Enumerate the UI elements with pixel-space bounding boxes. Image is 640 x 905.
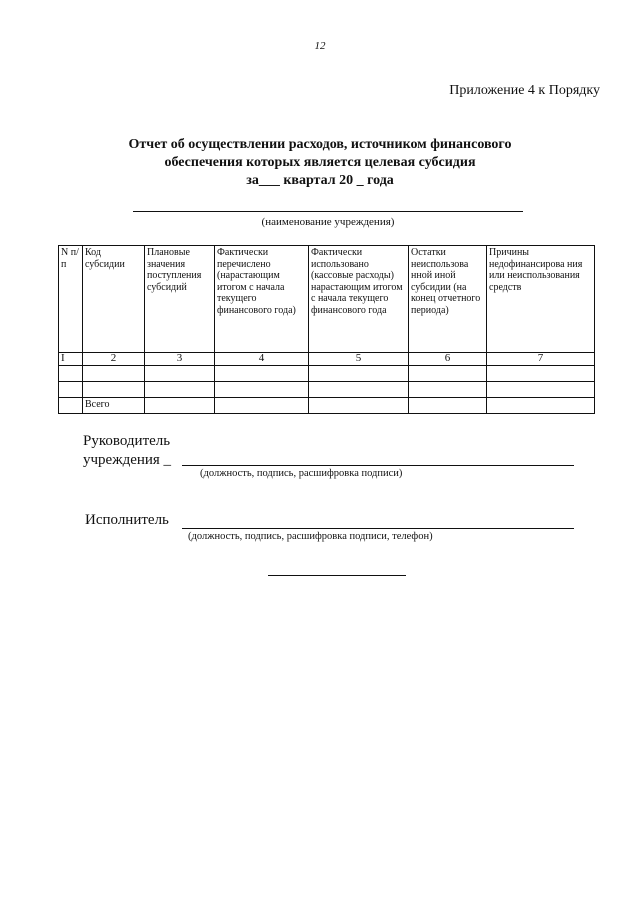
header-cell: Плановые значения поступления субсидий [145, 246, 215, 353]
title-line-1: Отчет об осуществлении расходов, источником финансового [128, 137, 512, 152]
empty-cell [487, 382, 595, 398]
empty-cell [487, 398, 595, 414]
appendix-label: Приложение 4 к Порядку [449, 83, 600, 98]
executor-label: Исполнитель [85, 512, 169, 528]
header-cell: Фактически использовано (кассовые расходы) нарастающим итогом с начала текущего финансового года [309, 246, 409, 353]
empty-cell [487, 366, 595, 382]
empty-cell [215, 382, 309, 398]
empty-cell [215, 398, 309, 414]
empty-cell [83, 382, 145, 398]
table-row [59, 366, 595, 382]
header-cell: N п/ п [59, 246, 83, 353]
empty-cell [215, 366, 309, 382]
empty-cell [59, 398, 83, 414]
empty-cell [59, 382, 83, 398]
header-cell: Остатки неиспользова нной иной субсидии (на конец отчетного периода) [409, 246, 487, 353]
title-line-3: за___ квартал 20 _ года [246, 173, 394, 188]
column-number-row [59, 353, 595, 366]
column-number: 4 [215, 353, 309, 366]
head-signature-caption: (должность, подпись, расшифровка подписи) [200, 468, 403, 479]
column-number: 3 [145, 353, 215, 366]
column-number: 5 [309, 353, 409, 366]
empty-cell [83, 366, 145, 382]
empty-cell [145, 398, 215, 414]
empty-cell [309, 382, 409, 398]
empty-cell [145, 382, 215, 398]
total-label: Всего [83, 398, 145, 414]
table-row [59, 382, 595, 398]
title-line-2: обеспечения которых является целевая субсидия [164, 155, 476, 170]
empty-cell [59, 366, 83, 382]
report-title [60, 136, 580, 190]
empty-cell [409, 398, 487, 414]
column-number: 7 [487, 353, 595, 366]
head-signature-line [182, 465, 574, 466]
header-cell: Код субсидии [83, 246, 145, 353]
head-label-line-1: Руководитель [83, 433, 171, 449]
empty-cell [309, 398, 409, 414]
empty-cell [145, 366, 215, 382]
header-cell: Причины недофинансирова ния или неиспользования средств [487, 246, 595, 353]
empty-cell [409, 366, 487, 382]
head-label-line-2: учреждения _ [83, 452, 172, 468]
institution-name-line [133, 211, 523, 212]
page-number: 12 [314, 40, 326, 52]
executor-signature-line [182, 528, 574, 529]
empty-cell [409, 382, 487, 398]
institution-caption: (наименование учреждения) [261, 216, 395, 228]
closing-rule [268, 575, 406, 576]
empty-cell [309, 366, 409, 382]
column-number: 2 [83, 353, 145, 366]
column-number: 6 [409, 353, 487, 366]
header-cell: Фактически перечислено (нарастающим итогом с начала текущего финансового года) [215, 246, 309, 353]
report-table [58, 245, 595, 414]
total-row [59, 398, 595, 414]
table-header-row [59, 246, 595, 353]
executor-signature-caption: (должность, подпись, расшифровка подписи, телефон) [188, 531, 433, 542]
column-number: I [59, 353, 83, 366]
